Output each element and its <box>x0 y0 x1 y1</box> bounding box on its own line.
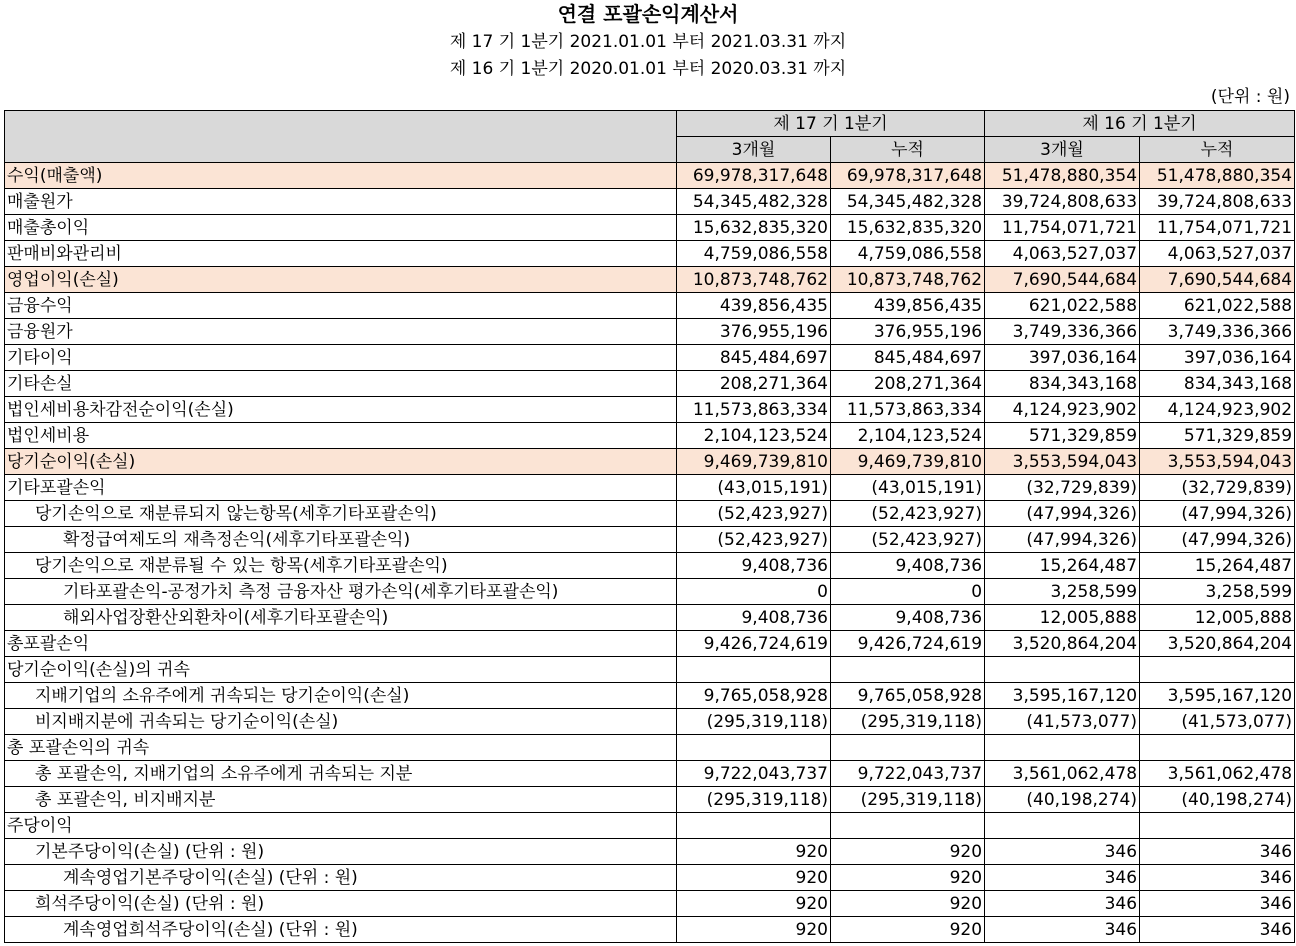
row-label: 총 포괄손익, 비지배지분 <box>5 787 677 813</box>
row-value: 346 <box>1140 891 1295 917</box>
row-value: 439,856,435 <box>677 293 831 319</box>
row-value: 920 <box>831 891 985 917</box>
header-current-3m: 3개월 <box>677 137 831 163</box>
row-value: (47,994,326) <box>1140 527 1295 553</box>
row-value: 439,856,435 <box>831 293 985 319</box>
row-value: 397,036,164 <box>985 345 1140 371</box>
row-value <box>1140 813 1295 839</box>
row-value: 920 <box>831 865 985 891</box>
row-value <box>1140 657 1295 683</box>
row-value: (32,729,839) <box>985 475 1140 501</box>
row-value: 3,258,599 <box>985 579 1140 605</box>
row-value <box>985 657 1140 683</box>
table-row <box>5 787 1295 813</box>
row-label: 총 포괄손익의 귀속 <box>5 735 677 761</box>
row-value: 3,561,062,478 <box>1140 761 1295 787</box>
row-value: (52,423,927) <box>677 527 831 553</box>
row-value: 9,426,724,619 <box>831 631 985 657</box>
row-value: (40,198,274) <box>985 787 1140 813</box>
row-value: 834,343,168 <box>985 371 1140 397</box>
row-value: 4,759,086,558 <box>831 241 985 267</box>
table-row <box>5 319 1295 345</box>
row-value: 2,104,123,524 <box>831 423 985 449</box>
row-value: 54,345,482,328 <box>831 189 985 215</box>
row-label: 총포괄손익 <box>5 631 677 657</box>
table-row <box>5 293 1295 319</box>
row-value: 0 <box>831 579 985 605</box>
row-value: 4,063,527,037 <box>985 241 1140 267</box>
table-row <box>5 683 1295 709</box>
row-value: 15,264,487 <box>1140 553 1295 579</box>
row-value: 3,553,594,043 <box>1140 449 1295 475</box>
row-label: 계속영업기본주당이익(손실) (단위 : 원) <box>5 865 677 891</box>
header-prior-cum: 누적 <box>1140 137 1295 163</box>
table-row <box>5 189 1295 215</box>
row-value: (41,573,077) <box>985 709 1140 735</box>
row-value: 3,749,336,366 <box>1140 319 1295 345</box>
row-label: 당기손익으로 재분류되지 않는항목(세후기타포괄손익) <box>5 501 677 527</box>
row-value: 2,104,123,524 <box>677 423 831 449</box>
header-current-cum: 누적 <box>831 137 985 163</box>
row-value <box>985 813 1140 839</box>
row-value: 3,561,062,478 <box>985 761 1140 787</box>
row-value: 621,022,588 <box>985 293 1140 319</box>
row-label: 당기순이익(손실) <box>5 449 677 475</box>
row-value: 9,765,058,928 <box>831 683 985 709</box>
table-row <box>5 735 1295 761</box>
row-value: 376,955,196 <box>677 319 831 345</box>
row-value: 834,343,168 <box>1140 371 1295 397</box>
row-value <box>677 657 831 683</box>
row-label: 희석주당이익(손실) (단위 : 원) <box>5 891 677 917</box>
row-value: 69,978,317,648 <box>831 163 985 189</box>
row-value: 208,271,364 <box>831 371 985 397</box>
row-value: (295,319,118) <box>831 709 985 735</box>
table-row <box>5 865 1295 891</box>
income-statement-table <box>4 110 1295 943</box>
row-value: 9,469,739,810 <box>831 449 985 475</box>
row-value: 346 <box>1140 865 1295 891</box>
row-value: 571,329,859 <box>985 423 1140 449</box>
row-label: 판매비와관리비 <box>5 241 677 267</box>
row-label: 주당이익 <box>5 813 677 839</box>
row-value: 9,722,043,737 <box>677 761 831 787</box>
header-prior-period: 제 16 기 1분기 <box>985 111 1295 137</box>
row-value: 12,005,888 <box>1140 605 1295 631</box>
row-label: 당기손익으로 재분류될 수 있는 항목(세후기타포괄손익) <box>5 553 677 579</box>
table-row <box>5 423 1295 449</box>
row-value: 845,484,697 <box>677 345 831 371</box>
row-value: 4,124,923,902 <box>985 397 1140 423</box>
table-row <box>5 839 1295 865</box>
row-value: 69,978,317,648 <box>677 163 831 189</box>
table-row <box>5 813 1295 839</box>
row-label: 매출원가 <box>5 189 677 215</box>
row-label: 영업이익(손실) <box>5 267 677 293</box>
row-value: 346 <box>985 891 1140 917</box>
row-value: (47,994,326) <box>1140 501 1295 527</box>
row-value <box>1140 735 1295 761</box>
table-row <box>5 501 1295 527</box>
row-value: 11,754,071,721 <box>1140 215 1295 241</box>
row-value: 3,595,167,120 <box>985 683 1140 709</box>
row-value: 920 <box>677 917 831 943</box>
table-row <box>5 631 1295 657</box>
row-label: 기타포괄손익 <box>5 475 677 501</box>
row-label: 기타이익 <box>5 345 677 371</box>
row-value: 12,005,888 <box>985 605 1140 631</box>
row-value: (32,729,839) <box>1140 475 1295 501</box>
row-value: (295,319,118) <box>831 787 985 813</box>
row-value <box>677 735 831 761</box>
row-label: 비지배지분에 귀속되는 당기순이익(손실) <box>5 709 677 735</box>
table-row <box>5 657 1295 683</box>
row-value: 15,264,487 <box>985 553 1140 579</box>
header-prior-3m: 3개월 <box>985 137 1140 163</box>
row-value: 10,873,748,762 <box>831 267 985 293</box>
unit-note: (단위 : 원) <box>1210 87 1290 107</box>
row-label: 지배기업의 소유주에게 귀속되는 당기순이익(손실) <box>5 683 677 709</box>
table-row <box>5 397 1295 423</box>
row-value <box>831 657 985 683</box>
row-label: 기타손실 <box>5 371 677 397</box>
table-row <box>5 475 1295 501</box>
row-value <box>985 735 1140 761</box>
table-row <box>5 371 1295 397</box>
row-label: 확정급여제도의 재측정손익(세후기타포괄손익) <box>5 527 677 553</box>
row-value <box>831 735 985 761</box>
row-label: 금융원가 <box>5 319 677 345</box>
row-value: 3,520,864,204 <box>1140 631 1295 657</box>
row-value: 621,022,588 <box>1140 293 1295 319</box>
row-label: 금융수익 <box>5 293 677 319</box>
table-row <box>5 891 1295 917</box>
row-label: 기본주당이익(손실) (단위 : 원) <box>5 839 677 865</box>
row-value: 7,690,544,684 <box>1140 267 1295 293</box>
row-value: 9,722,043,737 <box>831 761 985 787</box>
row-value: (47,994,326) <box>985 527 1140 553</box>
row-value: (52,423,927) <box>677 501 831 527</box>
row-value: (43,015,191) <box>677 475 831 501</box>
row-value: 4,759,086,558 <box>677 241 831 267</box>
row-value: (47,994,326) <box>985 501 1140 527</box>
table-row <box>5 267 1295 293</box>
row-value: 3,258,599 <box>1140 579 1295 605</box>
row-value <box>677 813 831 839</box>
row-value: 397,036,164 <box>1140 345 1295 371</box>
row-value: 9,408,736 <box>831 605 985 631</box>
row-label: 매출총이익 <box>5 215 677 241</box>
table-row <box>5 163 1295 189</box>
header-item-cell <box>5 111 677 163</box>
row-value: (295,319,118) <box>677 709 831 735</box>
row-value: 346 <box>1140 917 1295 943</box>
row-label: 총 포괄손익, 지배기업의 소유주에게 귀속되는 지분 <box>5 761 677 787</box>
row-value: 346 <box>985 839 1140 865</box>
row-value: 9,408,736 <box>831 553 985 579</box>
row-value: 4,124,923,902 <box>1140 397 1295 423</box>
row-value: 346 <box>1140 839 1295 865</box>
row-label: 수익(매출액) <box>5 163 677 189</box>
row-value: 920 <box>831 917 985 943</box>
row-value: 9,408,736 <box>677 605 831 631</box>
row-value: 346 <box>985 865 1140 891</box>
row-value: (295,319,118) <box>677 787 831 813</box>
row-value: 9,426,724,619 <box>677 631 831 657</box>
header-row-groups <box>5 111 1295 137</box>
row-value: 9,408,736 <box>677 553 831 579</box>
table-row <box>5 449 1295 475</box>
row-label: 기타포괄손익-공정가치 측정 금융자산 평가손익(세후기타포괄손익) <box>5 579 677 605</box>
table-row <box>5 215 1295 241</box>
row-value: (41,573,077) <box>1140 709 1295 735</box>
row-value: (40,198,274) <box>1140 787 1295 813</box>
row-value: 9,469,739,810 <box>677 449 831 475</box>
row-value: 11,754,071,721 <box>985 215 1140 241</box>
table-row <box>5 241 1295 267</box>
row-value: 208,271,364 <box>677 371 831 397</box>
row-value: 10,873,748,762 <box>677 267 831 293</box>
row-value: 9,765,058,928 <box>677 683 831 709</box>
row-label: 해외사업장환산외환차이(세후기타포괄손익) <box>5 605 677 631</box>
row-value: 15,632,835,320 <box>677 215 831 241</box>
table-row <box>5 917 1295 943</box>
header-current-period: 제 17 기 1분기 <box>677 111 985 137</box>
row-value: 571,329,859 <box>1140 423 1295 449</box>
row-value: 11,573,863,334 <box>831 397 985 423</box>
row-value: 39,724,808,633 <box>985 189 1140 215</box>
row-value: 51,478,880,354 <box>1140 163 1295 189</box>
period-current: 제 17 기 1분기 2021.01.01 부터 2021.03.31 까지 <box>449 32 847 52</box>
row-value: 3,749,336,366 <box>985 319 1140 345</box>
row-value: 920 <box>677 891 831 917</box>
table-row <box>5 579 1295 605</box>
row-value: 920 <box>677 865 831 891</box>
row-value: (52,423,927) <box>831 501 985 527</box>
table-row <box>5 605 1295 631</box>
row-value: 346 <box>985 917 1140 943</box>
row-label: 법인세비용차감전순이익(손실) <box>5 397 677 423</box>
row-value: (52,423,927) <box>831 527 985 553</box>
table-row <box>5 345 1295 371</box>
row-value: 11,573,863,334 <box>677 397 831 423</box>
row-value: 7,690,544,684 <box>985 267 1140 293</box>
row-value: 3,553,594,043 <box>985 449 1140 475</box>
row-value <box>831 813 985 839</box>
row-label: 계속영업희석주당이익(손실) (단위 : 원) <box>5 917 677 943</box>
row-value: 376,955,196 <box>831 319 985 345</box>
table-row <box>5 527 1295 553</box>
row-value: 845,484,697 <box>831 345 985 371</box>
row-value: 4,063,527,037 <box>1140 241 1295 267</box>
row-value: 54,345,482,328 <box>677 189 831 215</box>
row-value: 920 <box>677 839 831 865</box>
row-value: 0 <box>677 579 831 605</box>
period-prior: 제 16 기 1분기 2020.01.01 부터 2020.03.31 까지 <box>449 59 847 79</box>
row-value: 3,520,864,204 <box>985 631 1140 657</box>
row-value: 39,724,808,633 <box>1140 189 1295 215</box>
row-value: 51,478,880,354 <box>985 163 1140 189</box>
statement-title: 연결 포괄손익계산서 <box>557 2 739 26</box>
row-value: 15,632,835,320 <box>831 215 985 241</box>
row-value: 920 <box>831 839 985 865</box>
table-row <box>5 761 1295 787</box>
row-label: 당기순이익(손실)의 귀속 <box>5 657 677 683</box>
row-label: 법인세비용 <box>5 423 677 449</box>
row-value: 3,595,167,120 <box>1140 683 1295 709</box>
row-value: (43,015,191) <box>831 475 985 501</box>
table-row <box>5 553 1295 579</box>
table-row <box>5 709 1295 735</box>
